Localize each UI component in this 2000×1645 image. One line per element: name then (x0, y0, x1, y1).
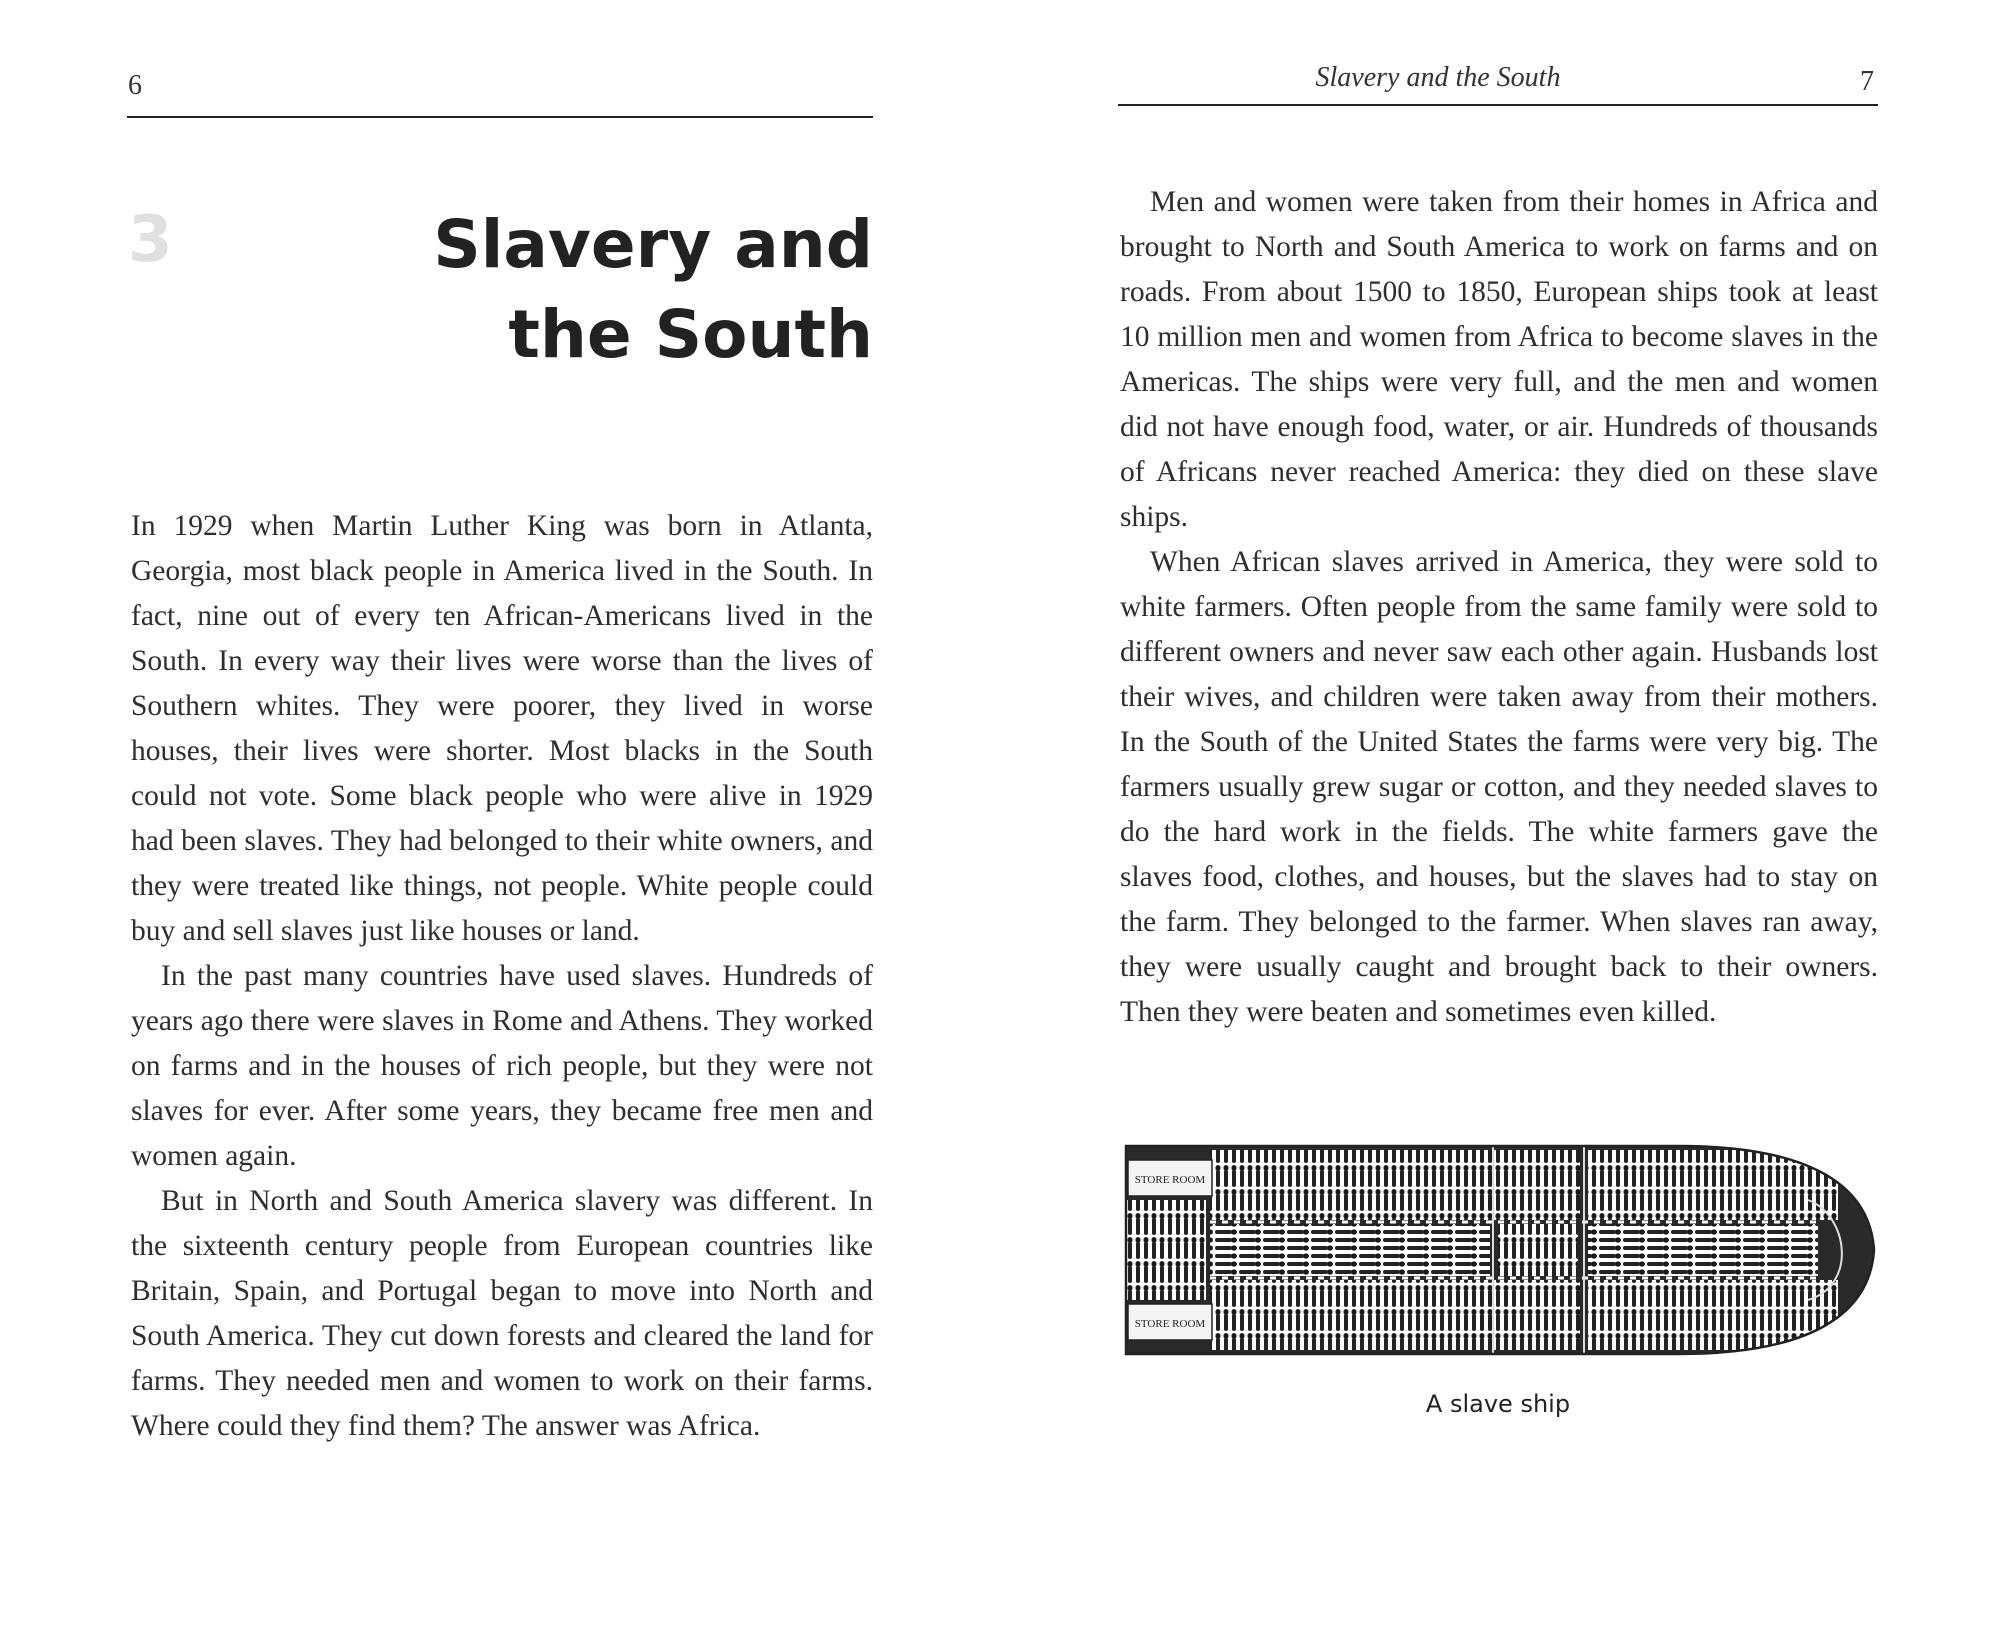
slave-ship-illustration (1118, 1140, 1878, 1360)
header-rule-right (1118, 104, 1878, 106)
paragraph: In the past many countries have used slaves. Hundreds of years ago there were slaves in Rome and Athens. They worked on farms and in the houses of rich people, but they were not slaves for ever. After some years, they became free men and women again. (131, 960, 873, 1172)
page-number-right: 7 (1860, 66, 1874, 97)
paragraph: In 1929 when Martin Luther King was born in Atlanta, Georgia, most black people in America lived in the South. In fact, nine out of every ten African-Americans lived in the South. In every way their lives were worse than the lives of Southern whites. They were poorer, they lived in worse houses, their lives were shorter. Most blacks in the South could not vote. Some black people who were alive in 1929 had been slaves. They had belonged to their white owners, and they were treated like things, not people. White people could buy and sell slaves just like houses or land. (131, 510, 873, 947)
left-body-text (131, 504, 873, 1449)
store-room-top-label: STORE ROOM (1134, 1174, 1206, 1186)
store-room-bottom-label: STORE ROOM (1134, 1318, 1206, 1330)
ship-deck (1118, 1140, 1878, 1360)
chapter-title-line-2: the South (508, 296, 873, 373)
chapter-number: 3 (128, 203, 173, 277)
figure-caption: A slave ship (1425, 1390, 1571, 1418)
right-body-text (1120, 180, 1878, 1035)
paragraph: When African slaves arrived in America, they were sold to white farmers. Often people from the same family were sold to different owners and never saw each other again. Husbands lost their wives, and children were taken away from their mothers. In the South of the United States the farms were very big. The farmers usually grew sugar or cotton, and they needed slaves to do the hard work in the fields. The white farmers gave the slaves food, clothes, and houses, but the slaves had to stay on the farm. They belonged to the farmer. When slaves ran away, they were usually caught and brought back to their owners. Then they were beaten and sometimes even killed. (1120, 546, 1878, 1028)
paragraph: But in North and South America slavery was different. In the sixteenth century people from European countries like Britain, Spain, and Portugal began to move into North and South America. They cut down forests and cleared the land for farms. They needed men and women to work on their farms. Where could they find them? The answer was Africa. (131, 1185, 873, 1442)
running-head: Slavery and the South (1315, 62, 1561, 93)
chapter-title (433, 200, 873, 380)
slave-ship-figure (1118, 1140, 1878, 1360)
header-rule-left (127, 116, 873, 118)
chapter-title-line-1: Slavery and (433, 206, 873, 283)
page-number-left: 6 (128, 70, 142, 101)
paragraph: Men and women were taken from their homes in Africa and brought to North and South America to work on farms and on roads. From about 1500 to 1850, European ships took at least 10 million men and women from Africa to become slaves in the Americas. The ships were very full, and the men and women did not have enough food, water, or air. Hundreds of thousands of Africans never reached America: they died on these slave ships. (1120, 186, 1878, 533)
